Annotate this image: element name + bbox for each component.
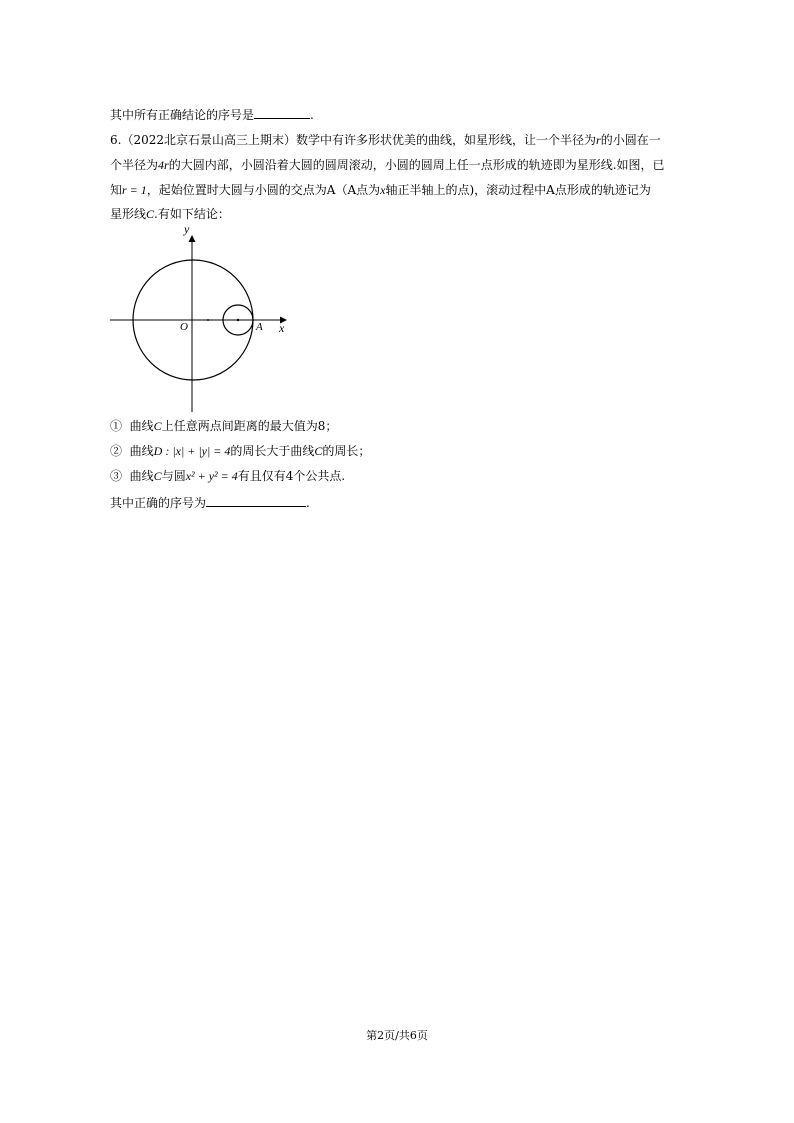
- question-line-1: 6.（2022北京石景山高三上期末）数学中有许多形状优美的曲线，如星形线，让一个半径为r的小圆在一: [110, 133, 661, 147]
- small-circle-center: [237, 319, 239, 321]
- question-line-3: 知r = 1，起始位置时大圆与小圆的交点为A（A点为x轴正半轴上的点)，滚动过程中A点形成的轨迹记为: [110, 183, 651, 197]
- answer-prompt-text: 其中正确的序号为: [110, 496, 207, 510]
- answer-blank[interactable]: [206, 494, 306, 507]
- conclusion-1: ① 曲线C上任意两点间距离的最大值为8；: [110, 419, 338, 433]
- question-number: 6: [110, 133, 118, 147]
- x-label: x: [279, 321, 285, 335]
- answer-prompt-line: [110, 494, 310, 511]
- origin-label: O: [180, 321, 188, 333]
- conclusion-3: ③ 曲线C与圆x² + y² = 4有且仅有4个公共点.: [110, 469, 346, 483]
- prev-answer-blank[interactable]: [254, 106, 310, 119]
- point-a-label: A: [256, 321, 263, 333]
- prev-question-end: .: [310, 108, 314, 122]
- question-line-2: 个半径为4r的大圆内部，小圆沿着大圆的圆周滚动，小圆的圆周上任一点形成的轨迹即为星形线.如图，已: [110, 158, 665, 172]
- prev-question-line: [110, 106, 314, 123]
- prev-question-text: 其中所有正确结论的序号是: [110, 108, 255, 122]
- question-line-4: 星形线C.有如下结论：: [110, 207, 230, 221]
- conclusion-2: ② 曲线D : |x| + |y| = 4的周长大于曲线C的周长；: [110, 444, 371, 458]
- question-source: （2022北京石景山高三上期末）: [121, 133, 297, 147]
- y-label: y: [184, 222, 190, 236]
- answer-prompt-end: .: [306, 496, 310, 510]
- astroid-figure: [108, 222, 298, 414]
- tick-point: [207, 319, 209, 321]
- page-footer: 第2页/共6页: [366, 1029, 428, 1042]
